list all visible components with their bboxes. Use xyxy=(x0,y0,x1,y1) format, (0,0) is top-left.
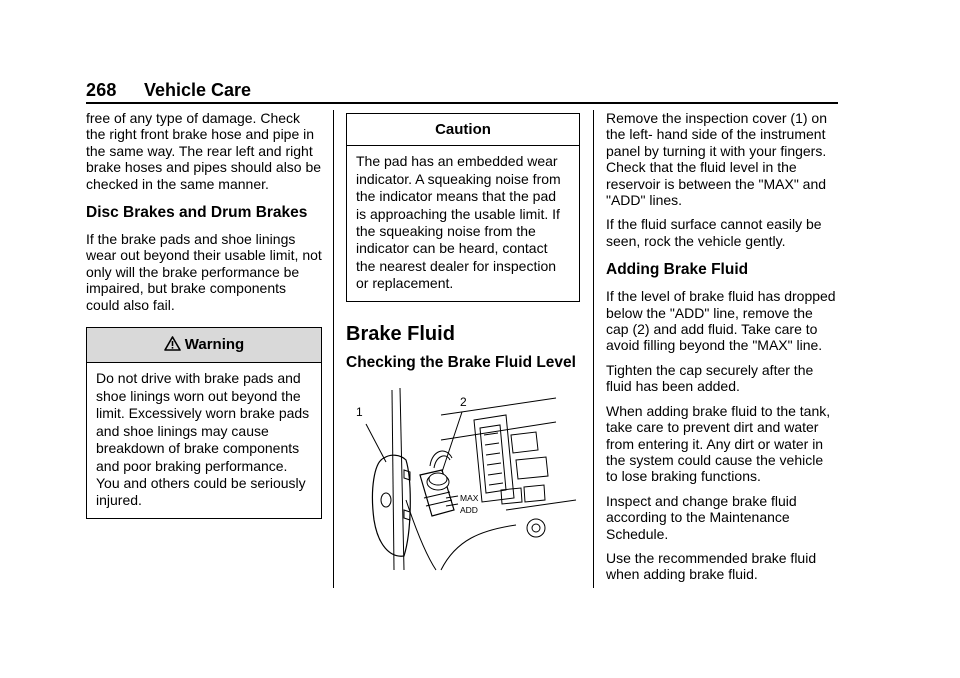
brake-fluid-figure xyxy=(346,380,580,570)
callout-1-label: 1 xyxy=(356,405,363,420)
brake-fluid-illustration xyxy=(346,380,580,572)
warning-title: Warning xyxy=(184,336,245,354)
caution-text: The pad has an embedded wear indicator. A squeaking noise from the indicator means that the pad is approaching the usable limit. If the squeaking noise from the indicator can be heard, contact the nearest dealer for inspection or replacement. xyxy=(356,153,561,292)
add-line-label: ADD xyxy=(460,505,478,516)
intro-paragraph: free of any type of damage. Check the right front brake hose and pipe in the same way. The rear left and right brake hoses and pipes should also be checked in the same manner. xyxy=(86,110,322,192)
add-fluid-paragraph: If the level of brake fluid has dropped below the "ADD" line, remove the cap (2) and add fluid. Take care to avoid filling beyond the "MAX" line. xyxy=(606,288,836,354)
column-3 xyxy=(606,110,838,591)
tighten-cap-paragraph: Tighten the cap securely after the fluid has been added. xyxy=(606,361,814,395)
inspect-change-paragraph: Inspect and change brake fluid according to the Maintenance Schedule. xyxy=(606,492,797,542)
max-line-label: MAX xyxy=(460,493,479,504)
caution-header: Caution xyxy=(347,114,579,146)
adding-fluid-heading: Adding Brake Fluid xyxy=(606,261,749,279)
inspection-paragraph: Remove the inspection cover (1) on the left- hand side of the instrument panel by turning it with your fingers. Check that the fluid level in the reservoir is between the "MAX" and "ADD" lines. xyxy=(606,110,827,209)
checking-level-heading: Checking the Brake Fluid Level xyxy=(346,354,576,372)
column-1 xyxy=(86,110,322,519)
header-rule xyxy=(86,102,838,104)
disc-drum-heading: Disc Brakes and Drum Brakes xyxy=(86,204,308,222)
warning-box xyxy=(86,327,322,519)
rock-vehicle-paragraph: If the fluid surface cannot easily be seen, rock the vehicle gently. xyxy=(606,216,822,249)
caution-box xyxy=(346,113,580,302)
column-divider xyxy=(333,110,334,588)
page-number: 268 xyxy=(86,80,117,100)
callout-2-label: 2 xyxy=(460,395,467,410)
column-2 xyxy=(346,110,580,570)
warning-triangle-icon xyxy=(164,336,181,355)
warning-header xyxy=(87,328,321,363)
disc-drum-paragraph: If the brake pads and shoe linings wear out beyond their usable limit, not only will the brake performance be impaired, but brake components could also fail. xyxy=(86,231,322,313)
warning-text: Do not drive with brake pads and shoe linings worn out beyond the limit. Excessively worn brake pads and shoe linings may cause breakdown of brake components and poor braking performance. You and others could be seriously injured. xyxy=(96,370,310,509)
section-title: Vehicle Care xyxy=(144,80,252,100)
column-divider xyxy=(593,110,594,588)
recommended-fluid-paragraph: Use the recommended brake fluid when adding brake fluid. xyxy=(606,549,817,583)
dirt-water-paragraph: When adding brake fluid to the tank, take care to prevent dirt and water from entering it. Any dirt or water in the system could cause the vehicle to lose braking functions. xyxy=(606,402,831,485)
brake-fluid-heading: Brake Fluid xyxy=(346,322,455,345)
